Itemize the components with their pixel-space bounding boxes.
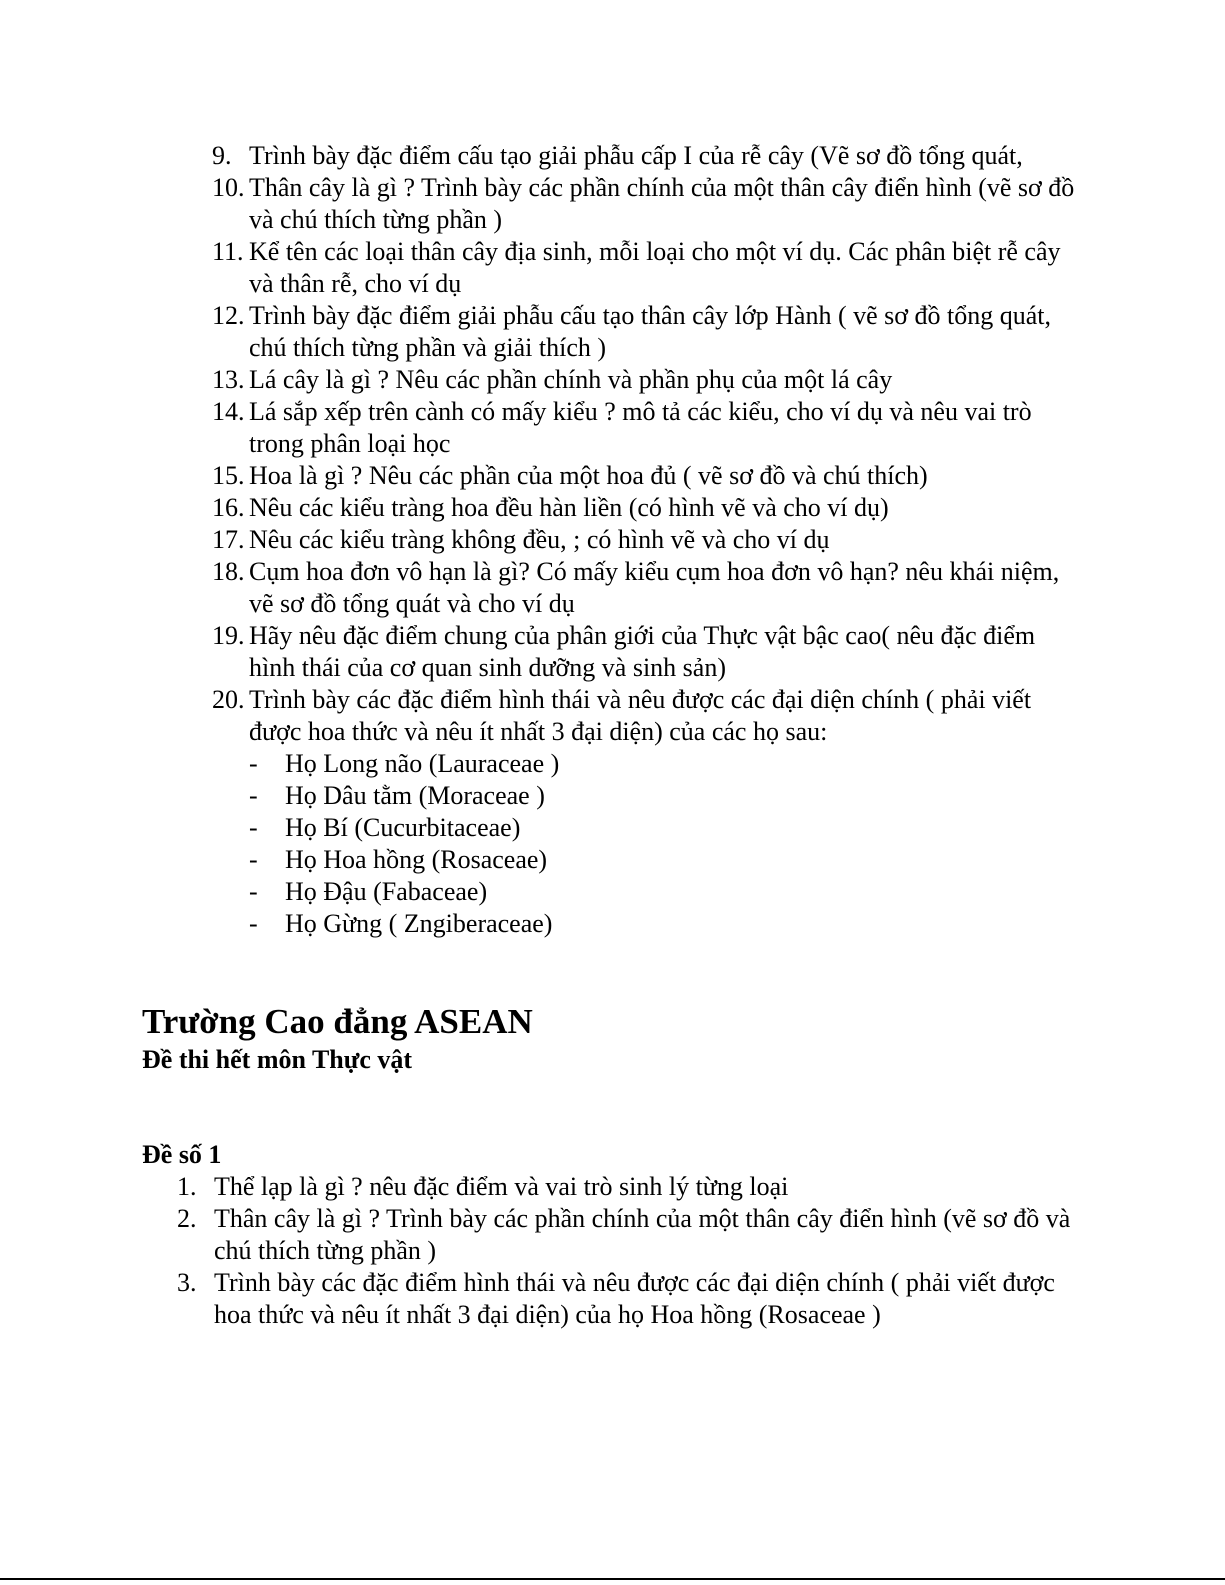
bullet-dash: - [249, 813, 258, 842]
list-item [177, 1171, 1077, 1203]
question-text: Trình bày đặc điểm cấu tạo giải phẫu cấp I của rễ cây (Vẽ sơ đồ tổng quát, [249, 141, 1023, 170]
question-list [212, 140, 1082, 940]
question-text: Hoa là gì ? Nêu các phần của một hoa đủ ( vẽ sơ đồ và chú thích) [249, 461, 928, 490]
list-item [212, 364, 1082, 396]
exam-subtitle: Đề thi hết môn Thực vật [142, 1045, 413, 1074]
list-item [212, 492, 1082, 524]
family-item [249, 812, 1082, 844]
question-text: Trình bày các đặc điểm hình thái và nêu được các đại diện chính ( phải viết được hoa thức và nêu ít nhất 3 đại diện) của họ Hoa hồng (Rosaceae ) [214, 1268, 1055, 1329]
family-name: Họ Long não (Lauraceae ) [285, 749, 560, 778]
question-number: 13. [212, 365, 245, 394]
bullet-dash: - [249, 845, 258, 874]
question-number: 11. [212, 237, 244, 266]
list-item [212, 396, 1082, 460]
school-title: Trường Cao đẳng ASEAN [142, 1002, 533, 1041]
family-item [249, 748, 1082, 780]
family-name: Họ Đậu (Fabaceae) [285, 877, 488, 906]
family-list [249, 748, 1082, 940]
list-item [212, 172, 1082, 236]
question-text: Cụm hoa đơn vô hạn là gì? Có mấy kiểu cụm hoa đơn vô hạn? nêu khái niệm, vẽ sơ đồ tổng quát và cho ví dụ [249, 557, 1060, 618]
family-item [249, 844, 1082, 876]
list-item [177, 1267, 1077, 1331]
question-number: 2. [177, 1204, 197, 1233]
question-text: Lá cây là gì ? Nêu các phần chính và phần phụ của một lá cây [249, 365, 893, 394]
family-item [249, 908, 1082, 940]
exam-number-heading: Đề số 1 [142, 1140, 222, 1169]
question-number: 10. [212, 173, 245, 202]
question-text: Thân cây là gì ? Trình bày các phần chính của một thân cây điển hình (vẽ sơ đồ và chú thích từng phần ) [249, 173, 1075, 234]
question-text: Thể lạp là gì ? nêu đặc điểm và vai trò sinh lý từng loại [214, 1172, 789, 1201]
question-number: 12. [212, 301, 245, 330]
list-item [212, 556, 1082, 620]
list-item [212, 140, 1082, 172]
bullet-dash: - [249, 781, 258, 810]
family-name: Họ Bí (Cucurbitaceae) [285, 813, 521, 842]
question-number: 16. [212, 493, 245, 522]
family-name: Họ Gừng ( Zngiberaceae) [285, 909, 553, 938]
question-text: Trình bày đặc điểm giải phẫu cấu tạo thân cây lớp Hành ( vẽ sơ đồ tổng quát, chú thích từng phần và giải thích ) [249, 301, 1052, 362]
exam-question-list [177, 1171, 1077, 1331]
list-item [177, 1203, 1077, 1267]
question-text: Nêu các kiểu tràng hoa đều hàn liền (có hình vẽ và cho ví dụ) [249, 493, 889, 522]
question-text: Lá sắp xếp trên cành có mấy kiểu ? mô tả các kiểu, cho ví dụ và nêu vai trò trong phân loại học [249, 397, 1032, 458]
question-text: Kể tên các loại thân cây địa sinh, mỗi loại cho một ví dụ. Các phân biệt rễ cây và thân rễ, cho ví dụ [249, 237, 1061, 298]
question-number: 14. [212, 397, 245, 426]
list-item [212, 460, 1082, 492]
list-item [212, 620, 1082, 684]
bullet-dash: - [249, 749, 258, 778]
question-number: 3. [177, 1268, 197, 1297]
list-item [212, 236, 1082, 300]
family-item [249, 876, 1082, 908]
question-text: Trình bày các đặc điểm hình thái và nêu được các đại diện chính ( phải viết được hoa thức và nêu ít nhất 3 đại diện) của các họ sau: [249, 685, 1032, 746]
question-text: Hãy nêu đặc điểm chung của phân giới của Thực vật bậc cao( nêu đặc điểm hình thái của cơ quan sinh dưỡng và sinh sản) [249, 621, 1036, 682]
bullet-dash: - [249, 909, 258, 938]
question-number: 19. [212, 621, 245, 650]
question-number: 15. [212, 461, 245, 490]
bullet-dash: - [249, 877, 258, 906]
family-name: Họ Hoa hồng (Rosaceae) [285, 845, 548, 874]
page-bottom-divider [0, 1578, 1225, 1580]
list-item [212, 524, 1082, 556]
list-item [212, 300, 1082, 364]
question-number: 18. [212, 557, 245, 586]
question-number: 9. [212, 141, 232, 170]
family-name: Họ Dâu tằm (Moraceae ) [285, 781, 545, 810]
list-item [212, 684, 1082, 940]
question-text: Nêu các kiểu tràng không đều, ; có hình vẽ và cho ví dụ [249, 525, 830, 554]
question-number: 17. [212, 525, 245, 554]
question-text: Thân cây là gì ? Trình bày các phần chính của một thân cây điển hình (vẽ sơ đồ và chú thích từng phần ) [214, 1204, 1071, 1265]
question-number: 1. [177, 1172, 197, 1201]
question-number: 20. [212, 685, 245, 714]
family-item [249, 780, 1082, 812]
